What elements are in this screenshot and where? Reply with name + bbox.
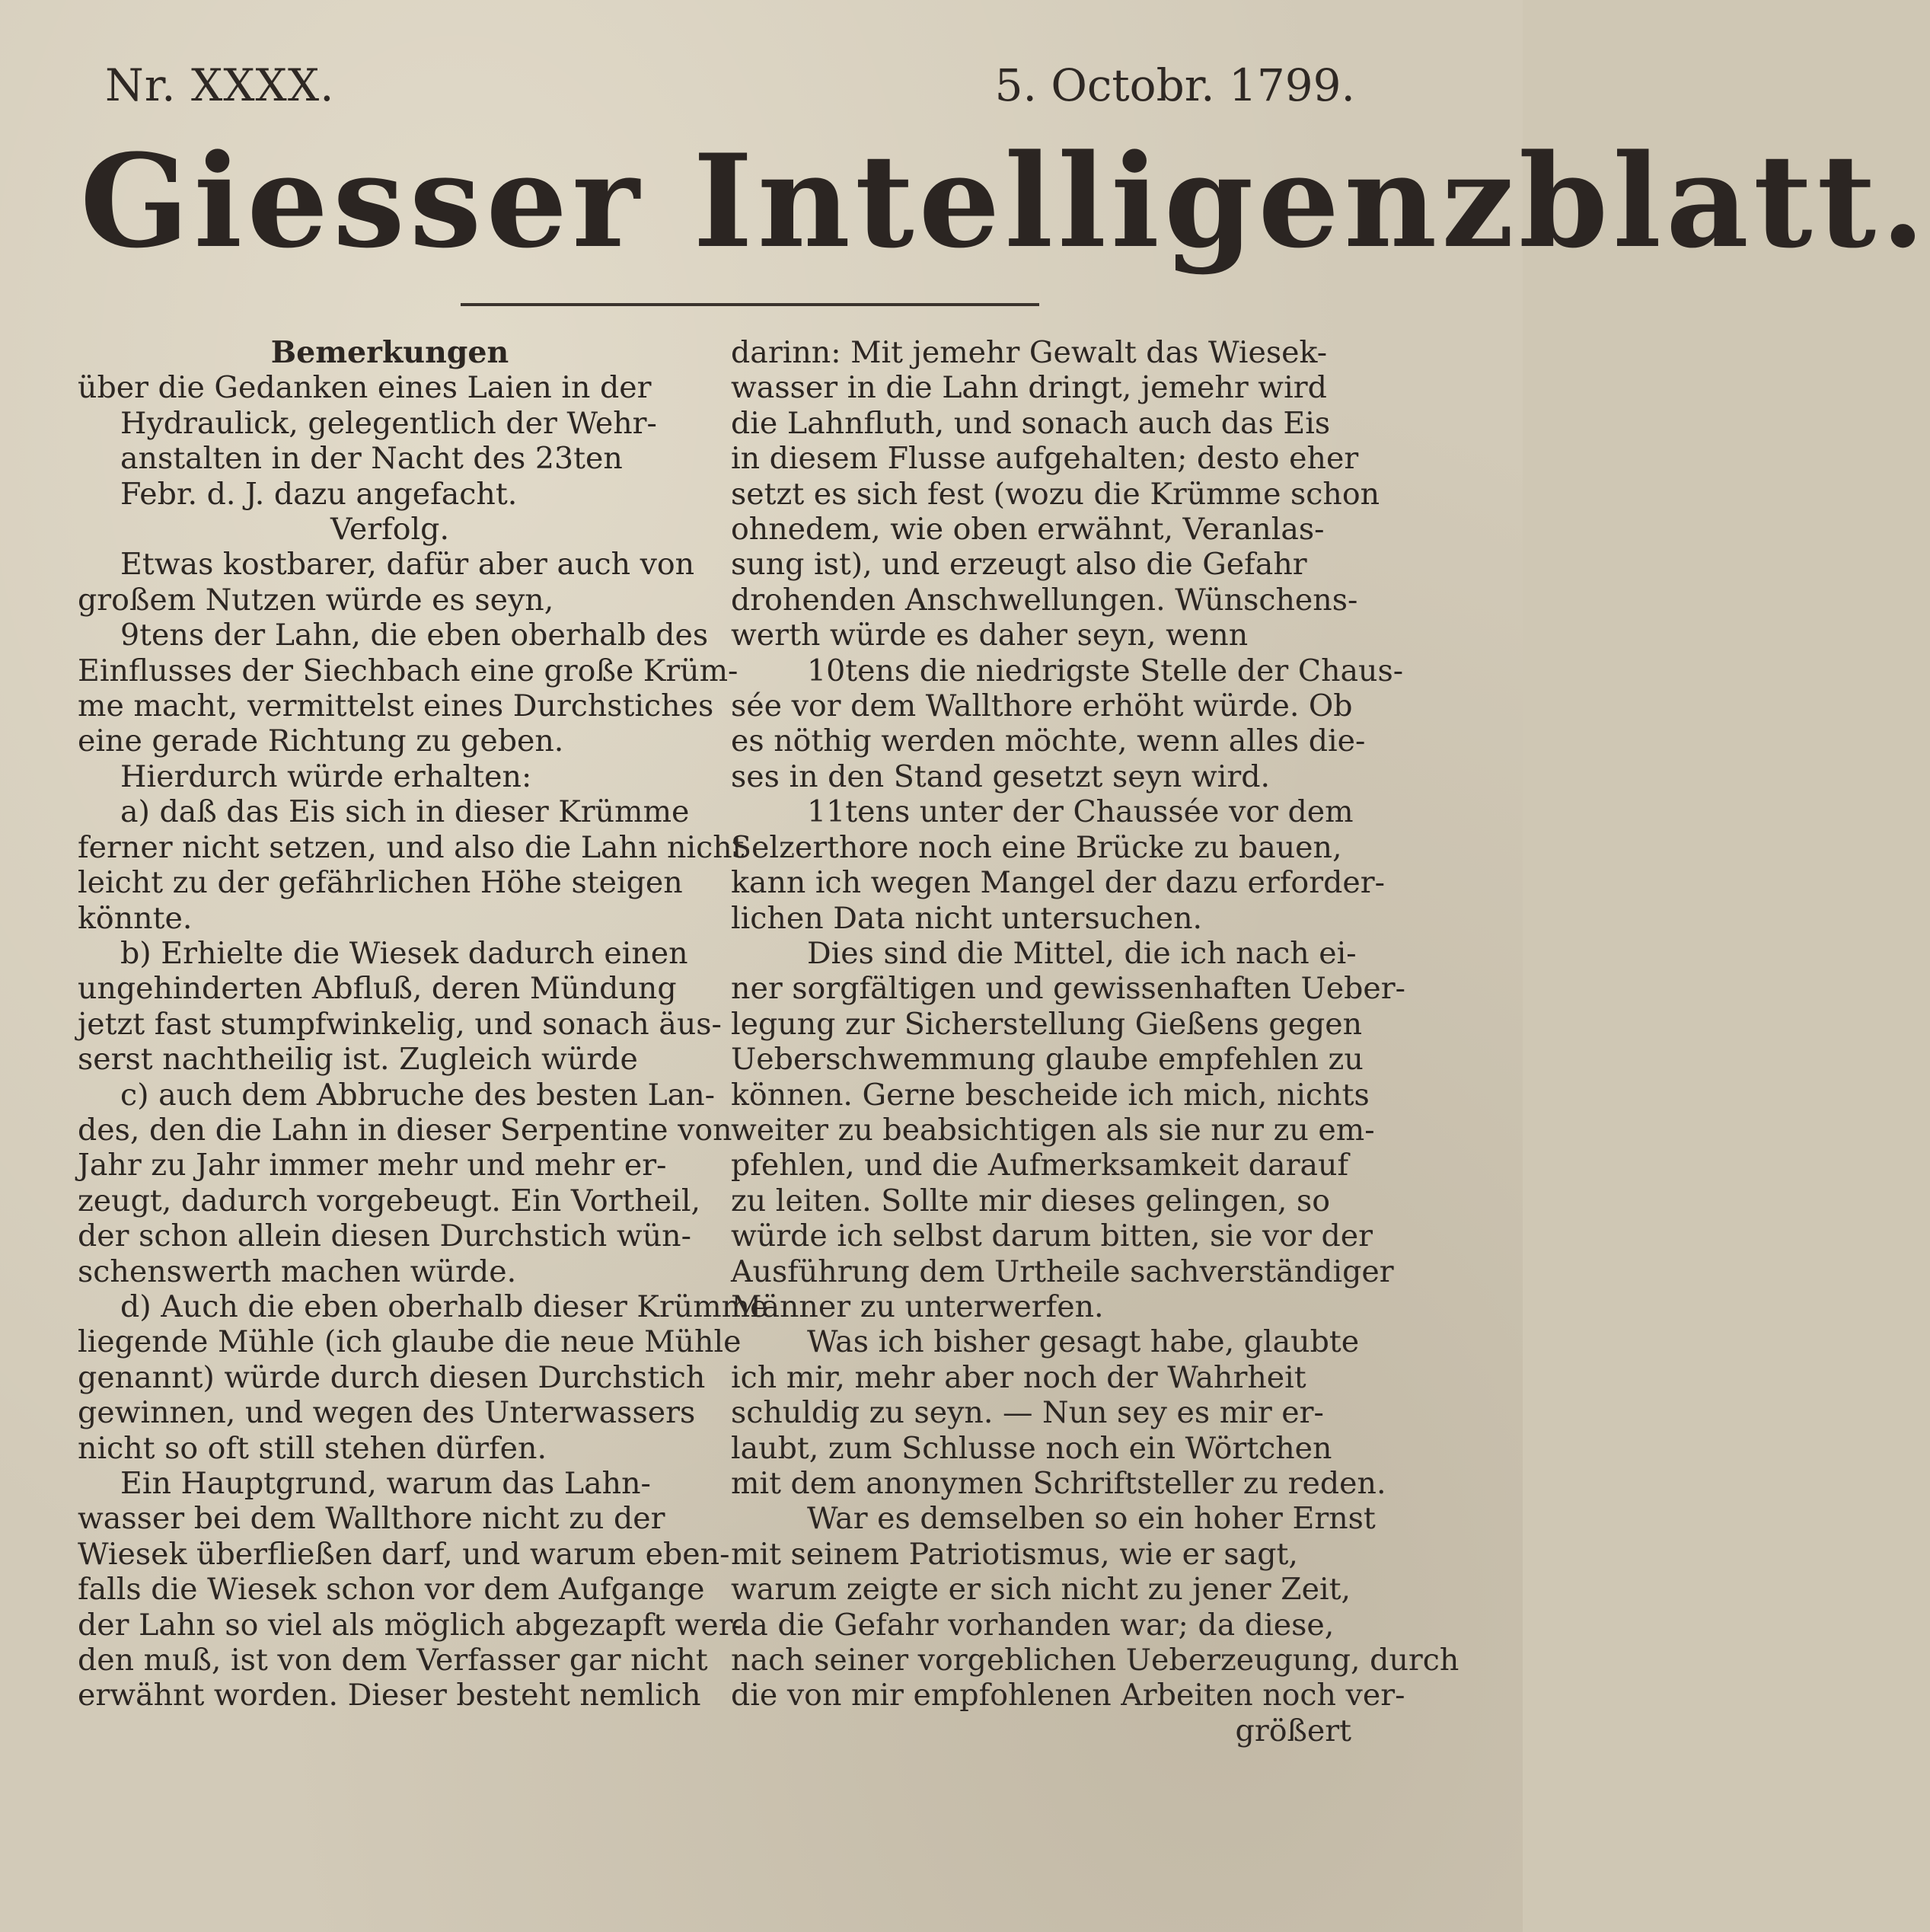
text-line: nicht so oft still stehen dürfen.	[78, 1430, 547, 1466]
text-line: die von mir empfohlenen Arbeiten noch ver-	[731, 1678, 1405, 1713]
text-line: warum zeigte er sich nicht zu jener Zeit,	[731, 1572, 1351, 1608]
title-divider	[461, 303, 1039, 306]
text-line: wasser in die Lahn dringt, jemehr wird	[731, 370, 1327, 406]
text-line: Selzerthore noch eine Brücke zu bauen,	[731, 829, 1342, 865]
text-line: b) Erhielte die Wiesek dadurch einen	[120, 935, 688, 971]
text-line: pfehlen, und die Aufmerksamkeit darauf	[731, 1148, 1349, 1183]
text-line: me macht, vermittelst eines Durchstiches	[78, 688, 714, 724]
text-line: ungehinderten Abfluß, deren Mündung	[78, 971, 677, 1007]
text-line: zu leiten. Sollte mir dieses gelingen, so	[731, 1183, 1331, 1218]
text-line: genannt) würde durch diesen Durchstich	[78, 1359, 706, 1395]
text-line: ferner nicht setzen, und also die Lahn nicht	[78, 829, 745, 865]
text-line: würde ich selbst darum bitten, sie vor der	[731, 1218, 1373, 1254]
text-line: Ueberschwemmung glaube empfehlen zu	[731, 1042, 1364, 1078]
text-line: könnte.	[78, 900, 193, 936]
article-subtitle-line: anstalten in der Nacht des 23ten	[120, 441, 623, 477]
text-line: sung ist), und erzeugt also die Gefahr	[731, 547, 1307, 583]
text-line: War es demselben so ein hoher Ernst	[807, 1501, 1376, 1537]
text-line: in diesem Flusse aufgehalten; desto eher	[731, 441, 1359, 477]
text-line: Ausführung dem Urtheile sachverständiger	[731, 1253, 1394, 1289]
text-line: Einflusses der Siechbach eine große Krüm-	[78, 653, 739, 688]
text-line: lichen Data nicht untersuchen.	[731, 900, 1203, 936]
text-line: nach seiner vorgeblichen Ueberzeugung, durch	[731, 1643, 1459, 1678]
text-line: weiter zu beabsichtigen als sie nur zu em-	[731, 1112, 1375, 1148]
text-line: darinn: Mit jemehr Gewalt das Wiesek-	[731, 335, 1328, 370]
text-line: ohnedem, wie oben erwähnt, Veranlas-	[731, 512, 1325, 548]
article-subtitle-line: Hydraulick, gelegentlich der Wehr-	[120, 405, 657, 441]
text-line: serst nachtheilig ist. Zugleich würde	[78, 1042, 638, 1078]
right-column	[731, 335, 1459, 1748]
text-line: mit seinem Patriotismus, wie er sagt,	[731, 1536, 1298, 1572]
text-line: Etwas kostbarer, dafür aber auch von	[120, 547, 695, 583]
text-line: ich mir, mehr aber noch der Wahrheit	[731, 1359, 1306, 1395]
text-line: da die Gefahr vorhanden war; da diese,	[731, 1607, 1335, 1643]
text-line: schenswerth machen würde.	[78, 1253, 517, 1289]
text-line: wasser bei dem Wallthore nicht zu der	[78, 1501, 665, 1537]
text-line: Dies sind die Mittel, die ich nach ei-	[807, 935, 1357, 971]
text-line: jetzt fast stumpfwinkelig, und sonach äus-	[78, 1006, 722, 1042]
text-line: Hierdurch würde erhalten:	[120, 758, 532, 794]
text-line: Wiesek überfließen darf, und warum eben-	[78, 1536, 730, 1572]
text-line: d) Auch die eben oberhalb dieser Krümme	[120, 1289, 768, 1324]
text-line: können. Gerne bescheide ich mich, nichts	[731, 1077, 1370, 1113]
text-line: Ein Hauptgrund, warum das Lahn-	[120, 1466, 651, 1501]
text-line: gewinnen, und wegen des Unterwassers	[78, 1395, 696, 1431]
newspaper-title: Giesser Intelligenzblatt.	[80, 126, 1930, 276]
text-line: falls die Wiesek schon vor dem Aufgange	[78, 1572, 705, 1608]
text-line: 10tens die niedrigste Stelle der Chaus-	[807, 653, 1404, 688]
text-line: Männer zu unterwerfen.	[731, 1289, 1104, 1324]
article-subtitle-line: Febr. d. J. dazu angefacht.	[120, 476, 518, 512]
article-subtitle-line: über die Gedanken eines Laien in der	[78, 370, 652, 406]
text-line: sée vor dem Wallthore erhöht würde. Ob	[731, 688, 1353, 724]
issue-number: Nr. XXXX.	[105, 59, 335, 111]
text-line: c) auch dem Abbruche des besten Lan-	[120, 1077, 716, 1113]
text-line: des, den die Lahn in dieser Serpentine von	[78, 1112, 732, 1148]
text-line: schuldig zu seyn. — Nun sey es mir er-	[731, 1395, 1324, 1431]
text-line: erwähnt worden. Dieser besteht nemlich	[78, 1678, 701, 1713]
text-line: ner sorgfältigen und gewissenhaften Ueber-	[731, 971, 1406, 1007]
issue-date: 5. Octobr. 1799.	[994, 59, 1355, 111]
text-line: eine gerade Richtung zu geben.	[78, 723, 564, 759]
continued-label: Verfolg.	[330, 512, 450, 548]
text-line: kann ich wegen Mangel der dazu erforder-	[731, 865, 1385, 901]
left-column	[78, 335, 768, 1713]
text-line: liegende Mühle (ich glaube die neue Mühle	[78, 1324, 742, 1360]
text-line: die Lahnfluth, und sonach auch das Eis	[731, 405, 1331, 441]
text-line: zeugt, dadurch vorgebeugt. Ein Vortheil,	[78, 1183, 701, 1218]
catchword: größert	[1235, 1713, 1351, 1748]
text-line: großem Nutzen würde es seyn,	[78, 582, 554, 618]
text-line: ses in den Stand gesetzt seyn wird.	[731, 758, 1271, 794]
text-line: drohenden Anschwellungen. Wünschens-	[731, 582, 1358, 618]
text-line: Was ich bisher gesagt habe, glaubte	[807, 1324, 1360, 1360]
text-line: setzt es sich fest (wozu die Krümme schon	[731, 476, 1380, 512]
text-line: werth würde es daher seyn, wenn	[731, 618, 1249, 653]
text-line: der schon allein diesen Durchstich wün-	[78, 1218, 691, 1254]
text-line: 11tens unter der Chaussée vor dem	[807, 794, 1354, 830]
text-line: den muß, ist von dem Verfasser gar nicht	[78, 1643, 708, 1678]
text-line: der Lahn so viel als möglich abgezapft wer-	[78, 1607, 743, 1643]
text-line: Jahr zu Jahr immer mehr und mehr er-	[78, 1148, 667, 1183]
text-line: a) daß das Eis sich in dieser Krümme	[120, 794, 690, 830]
text-line: es nöthig werden möchte, wenn alles die-	[731, 723, 1366, 759]
text-line: legung zur Sicherstellung Gießens gegen	[731, 1006, 1363, 1042]
text-line: leicht zu der gefährlichen Höhe steigen	[78, 865, 683, 901]
article-heading: Bemerkungen	[270, 335, 509, 370]
text-line: mit dem anonymen Schriftsteller zu reden.	[731, 1466, 1386, 1501]
text-line: laubt, zum Schlusse noch ein Wörtchen	[731, 1430, 1332, 1466]
text-line: 9tens der Lahn, die eben oberhalb des	[120, 618, 709, 653]
